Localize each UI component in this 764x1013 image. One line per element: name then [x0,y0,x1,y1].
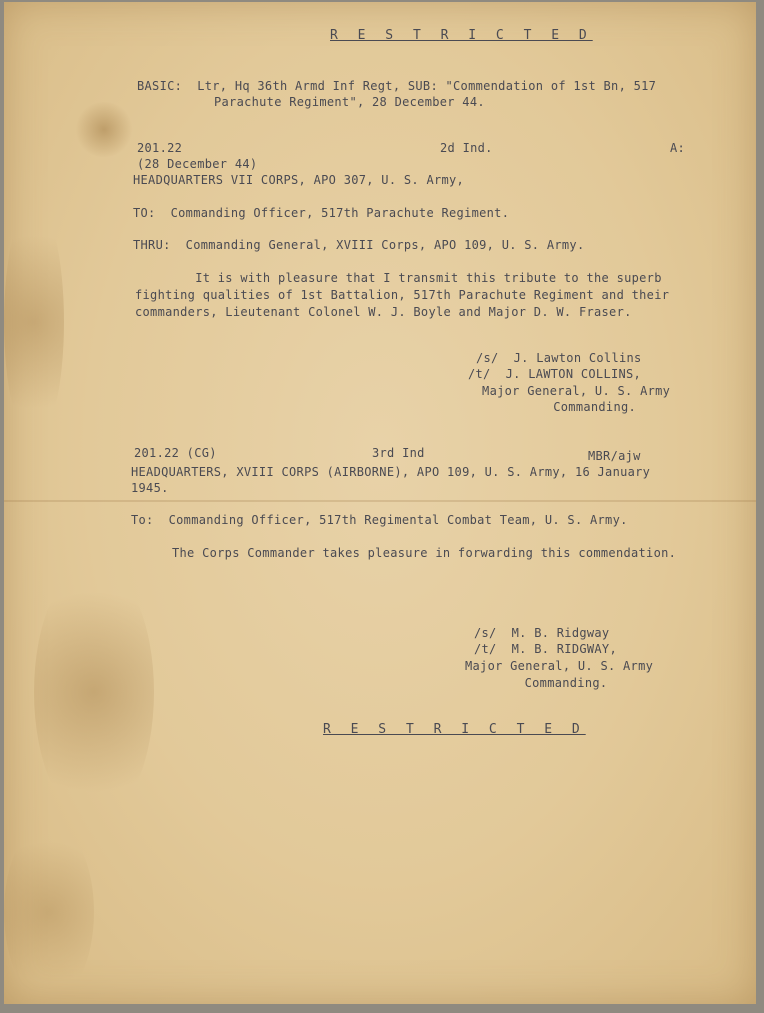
basic-line-1: BASIC: Ltr, Hq 36th Armd Inf Regt, SUB: "Commendation of 1st Bn, 517 [137,79,657,93]
paper-stain [74,102,134,157]
paper-fold [4,500,756,502]
third-ind-reference: MBR/ajw [588,449,641,463]
second-ind-date: (28 December 44) [137,157,258,171]
third-ind-file-number: 201.22 (CG) [134,446,217,460]
second-ind-to-line: TO: Commanding Officer, 517th Parachute Regiment. [133,206,510,220]
second-ind-body-line: fighting qualities of 1st Battalion, 517th Parachute Regiment and their [135,288,670,302]
second-ind-signature-line: /t/ J. LAWTON COLLINS, [468,367,642,381]
paper-stain [34,562,154,822]
third-ind-body-line: The Corps Commander takes pleasure in forwarding this commendation. [172,546,677,560]
basic-line-2: Parachute Regiment", 28 December 44. [214,95,485,109]
paper-stain [4,822,94,1002]
second-ind-file-number: 201.22 [137,141,183,155]
second-ind-headquarters: HEADQUARTERS VII CORPS, APO 307, U. S. Army, [133,173,465,187]
second-ind-signature-line: Major General, U. S. Army [467,384,671,398]
third-ind-headquarters-line-2: 1945. [131,481,169,495]
header-restricted-marking: R E S T R I C T E D [330,28,593,43]
third-ind-signature-line: Commanding. [487,676,608,690]
second-ind-signature-line: Commanding. [478,400,637,414]
second-ind-body-line: It is with pleasure that I transmit this tribute to the superb [135,271,662,285]
third-ind-headquarters-line-1: HEADQUARTERS, XVIII CORPS (AIRBORNE), APO 109, U. S. Army, 16 January [131,465,651,479]
second-ind-body-line: commanders, Lieutenant Colonel W. J. Boyle and Major D. W. Fraser. [135,305,632,319]
document-page [4,2,756,1004]
third-ind-signature-line: /s/ M. B. Ridgway [474,626,610,640]
third-ind-signature-line: Major General, U. S. Army [465,659,654,673]
second-ind-initial: A: [670,141,686,155]
third-ind-to-line: To: Commanding Officer, 517th Regimental Combat Team, U. S. Army. [131,513,628,527]
second-ind-signature-line: /s/ J. Lawton Collins [476,351,642,365]
paper-stain [4,202,64,442]
third-ind-signature-line: /t/ M. B. RIDGWAY, [474,642,617,656]
footer-restricted-marking: R E S T R I C T E D [323,722,586,737]
third-ind-label: 3rd Ind [372,446,425,460]
second-ind-thru-line: THRU: Commanding General, XVIII Corps, APO 109, U. S. Army. [133,238,585,252]
second-ind-label: 2d Ind. [440,141,493,155]
